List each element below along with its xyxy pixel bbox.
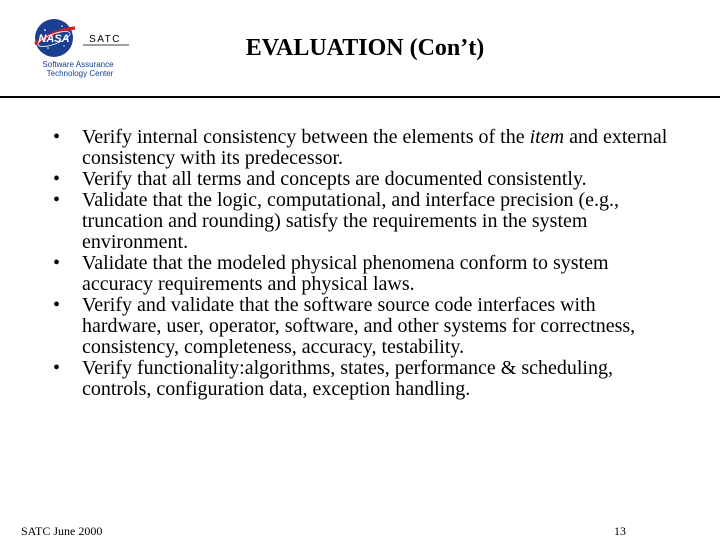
bullet-item: • Verify internal consistency between the elements of the item and external consistency with its predecessor. [53, 126, 668, 169]
bullet-list [53, 127, 678, 400]
slide-title: EVALUATION (Con’t) [245, 35, 485, 61]
bullet-dot-icon: • [53, 294, 61, 316]
bullet-item: • Validate that the logic, computational, and interface precision (e.g., truncation and rounding) satisfy the requirements in the system environment. [53, 189, 620, 253]
bullet-dot-icon: • [53, 252, 61, 274]
page-number: 13 [614, 524, 626, 538]
bullet-item: • Verify and validate that the software source code interfaces with hardware, user, operator, software, and other systems for correctness, consistency, completeness, accuracy, testability. [53, 294, 636, 358]
bullet-item: • Verify functionality:algorithms, states, performance & scheduling, controls, configuration data, exception handling. [53, 357, 613, 400]
logo-line2-text: Technology Center [46, 69, 114, 78]
bullet-dot-icon: • [53, 189, 61, 211]
bullet-dot-icon: • [53, 357, 61, 379]
footer-source: SATC June 2000 [21, 524, 103, 538]
title-divider [0, 96, 720, 98]
bullet-item: • Validate that the modeled physical phenomena conform to system accuracy requirements and physical laws. [53, 252, 609, 295]
satc-logo [33, 12, 133, 82]
bullet-item: • Verify that all terms and concepts are documented consistently. [53, 168, 587, 190]
bullet-dot-icon: • [53, 126, 61, 148]
bullet-dot-icon: • [53, 168, 61, 190]
logo-satc-text: SATC [89, 34, 121, 45]
logo-nasa-text: NASA [38, 33, 70, 45]
logo-line1-text: Software Assurance [42, 60, 114, 69]
